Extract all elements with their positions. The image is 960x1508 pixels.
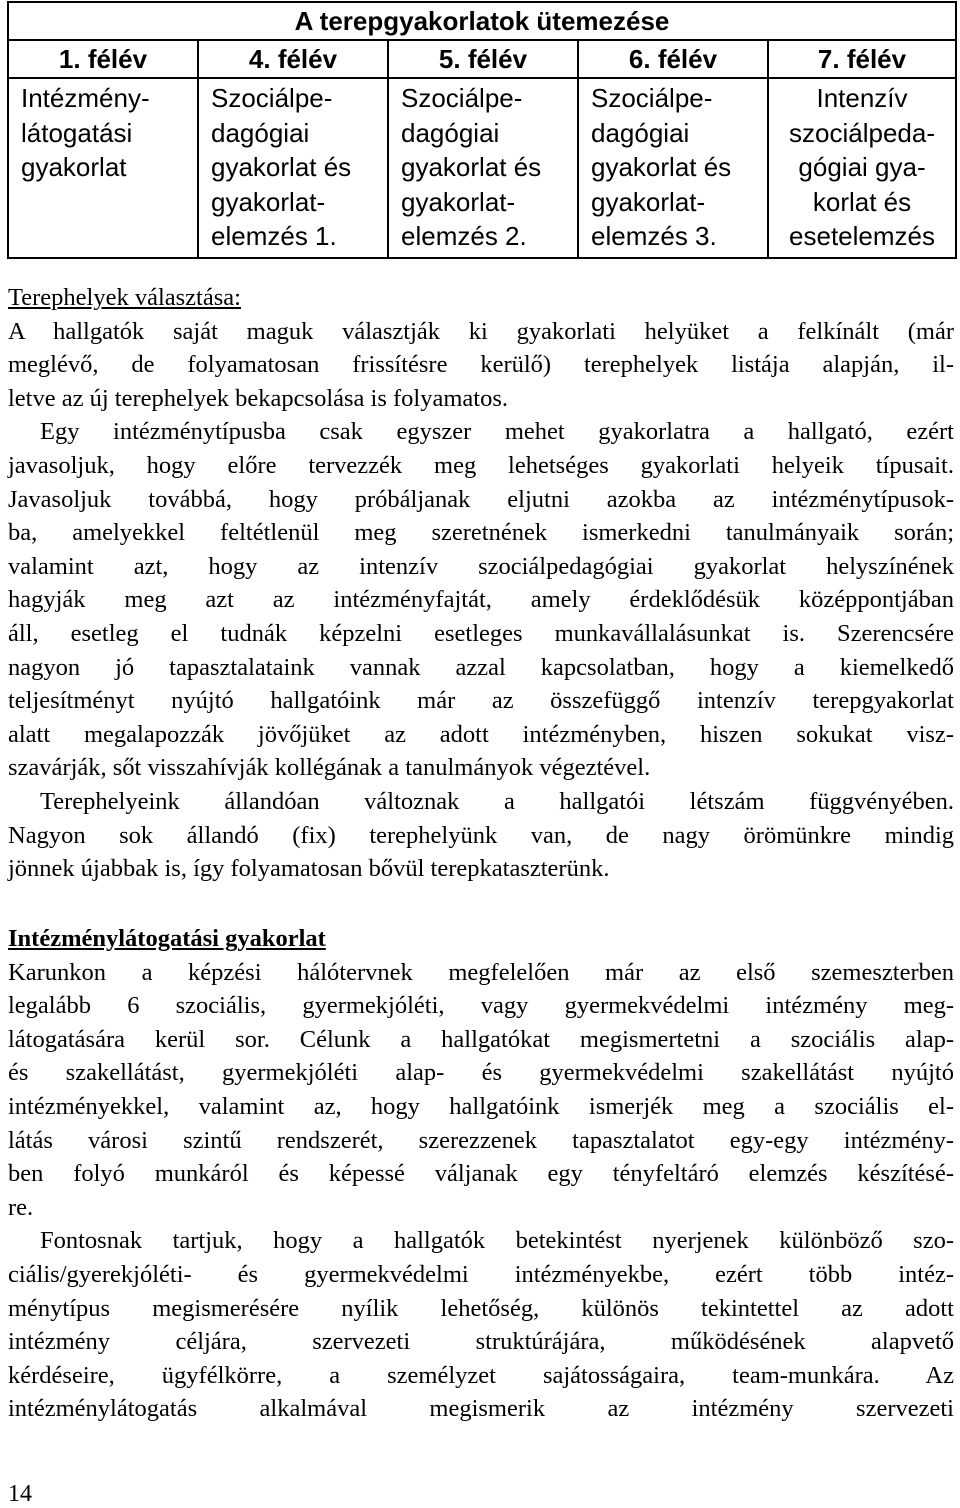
cell-line: gyakorlat- — [401, 186, 516, 217]
practice-cell-semester-5 — [388, 78, 578, 258]
paragraph-line: teljesítményt nyújtó hallgatóink már az összefüggő intenzív terepgyakorlat — [8, 687, 954, 715]
paragraph-line: Nagyon sok állandó (fix) terephelyünk van, de nagy örömünkre mindig — [8, 821, 954, 849]
paragraph-line: intézménylátogatás alkalmával megismerik az intézmény szervezeti — [8, 1395, 954, 1423]
section-heading: Terephelyek választása: — [8, 284, 241, 311]
cell-line: gyakorlat és — [211, 152, 352, 182]
paragraph-line: intézményekkel, valamint az, hogy hallgatóink ismerjék meg a szociális el- — [8, 1092, 954, 1120]
cell-line: Szociálpe- — [591, 83, 713, 113]
paragraph-line: ben folyó munkáról és képessé váljanak egy tényfeltáró elemzés készítésé- — [8, 1160, 954, 1188]
practice-cell-semester-7 — [768, 78, 956, 258]
paragraph-line: Fontosnak tartjuk, hogy a hallgatók betekintést nyerjenek különböző szo- — [40, 1227, 954, 1255]
paragraph-line: intézmény céljára, szervezeti struktúrájára, működésének alapvető — [8, 1328, 954, 1356]
schedule-table — [7, 1, 957, 259]
cell-line: gyakorlat és — [591, 152, 732, 182]
cell-line: gógiai gya- — [798, 152, 926, 182]
cell-line: Intenzív — [816, 83, 908, 113]
cell-line: elemzés 1. — [211, 221, 337, 251]
paragraph-line: alatt megalapozzák jövőjüket az adott intézményben, hiszen sokukat visz- — [8, 720, 954, 748]
semester-header: 4. félév — [198, 40, 388, 78]
cell-line: gyakorlat és — [401, 152, 542, 182]
practice-cell-semester-4 — [198, 78, 388, 258]
practice-row — [8, 78, 956, 258]
cell-line: Szociálpe- — [211, 83, 333, 113]
cell-line: gyakorlat- — [211, 186, 326, 217]
paragraph-line: és szakellátást, gyermekjóléti alap- és gyermekvédelmi szakellátást nyújtó — [8, 1059, 954, 1087]
paragraph-line: áll, esetleg el tudnák képzelni esetleges munkavállalásunkat is. Szerencsére — [8, 619, 954, 647]
paragraph-line: hagyják meg azt az intézményfajtát, amely érdeklődésük középpontjában — [8, 586, 954, 614]
table-title: A terepgyakorlatok ütemezése — [8, 2, 956, 40]
paragraph-line: Karunkon a képzési hálótervnek megfelelően már az első szemeszterben — [8, 958, 954, 986]
semester-header: 6. félév — [578, 40, 768, 78]
cell-line: gyakorlat- — [591, 186, 706, 217]
cell-line: dagógiai — [211, 117, 310, 148]
paragraph-line: ménytípus megismerésére nyílik lehetőség, különös tekintettel az adott — [8, 1294, 954, 1322]
paragraph-line: látás városi szintű rendszerét, szerezzenek tapasztalatot egy-egy intézmény- — [8, 1126, 954, 1154]
paragraph-line: Egy intézménytípusba csak egyszer mehet gyakorlatra a hallgató, ezért — [40, 418, 954, 446]
page-number: 14 — [8, 1481, 32, 1507]
cell-line: dagógiai — [401, 117, 500, 148]
paragraph-line: kérdéseire, ügyfélkörre, a személyzet sajátosságaira, team-munkára. Az — [8, 1361, 954, 1389]
cell-line: elemzés 2. — [401, 221, 527, 251]
cell-line: Szociálpe- — [401, 83, 523, 113]
paragraph-line: jönnek újabbak is, így folyamatosan bővül terepkataszterünk. — [8, 855, 610, 883]
semester-header: 7. félév — [768, 40, 956, 78]
cell-line: elemzés 3. — [591, 221, 717, 251]
practice-cell-semester-6 — [578, 78, 768, 258]
cell-line: Intézmény- — [21, 83, 150, 113]
paragraph-line: ba, amelyekkel feltétlenül meg szeretnének ismerkedni tanulmányaik során; — [8, 519, 954, 547]
cell-line: látogatási — [21, 117, 133, 148]
section-heading: Intézménylátogatási gyakorlat — [8, 925, 326, 952]
paragraph-line: legalább 6 szociális, gyermekjóléti, vagy gyermekvédelmi intézmény meg- — [8, 992, 954, 1020]
section-terephelyek — [8, 281, 954, 886]
cell-line: szociálpeda- — [789, 117, 935, 148]
paragraph-line: meglévő, de folyamatosan frissítésre kerülő) terephelyek listája alapján, il- — [8, 351, 954, 379]
paragraph-line: A hallgatók saját maguk választják ki gyakorlati helyüket a felkínált (már — [8, 317, 954, 345]
paragraph-line: látogatására kerül sor. Célunk a hallgatókat megismertetni a szociális alap- — [8, 1025, 954, 1053]
paragraph-line: ciális/gyerekjóléti- és gyermekvédelmi intézményekbe, ezért több intéz- — [8, 1260, 954, 1288]
practice-cell-semester-1 — [8, 78, 198, 258]
cell-line: gyakorlat — [21, 152, 127, 182]
semester-header-row — [8, 40, 956, 78]
cell-line: korlat és — [812, 186, 912, 217]
paragraph-line: re. — [8, 1193, 34, 1221]
paragraph-line: letve az új terephelyek bekapcsolása is folyamatos. — [8, 384, 509, 412]
paragraph-line: javasoljuk, hogy előre tervezzék meg lehetséges gyakorlati helyeik típusait. — [8, 451, 954, 479]
paragraph-line: valamint azt, hogy az intenzív szociálpedagógiai gyakorlat helyszínének — [8, 552, 954, 580]
section-intezmenylatogatas — [8, 922, 954, 1426]
paragraph-line: Javasoljuk továbbá, hogy próbáljanak eljutni azokba az intézménytípusok- — [8, 485, 954, 513]
paragraph-line: szavárják, sőt visszahívják kollégának a tanulmányok végeztével. — [8, 754, 651, 782]
cell-line: dagógiai — [591, 117, 690, 148]
paragraph-line: Terephelyeink állandóan változnak a hallgatói létszám függvényében. — [40, 787, 954, 815]
semester-header: 5. félév — [388, 40, 578, 78]
paragraph-line: nagyon jó tapasztalataink vannak azzal kapcsolatban, hogy a kiemelkedő — [8, 653, 954, 681]
semester-header: 1. félév — [8, 40, 198, 78]
cell-line: esetelemzés — [789, 221, 935, 251]
